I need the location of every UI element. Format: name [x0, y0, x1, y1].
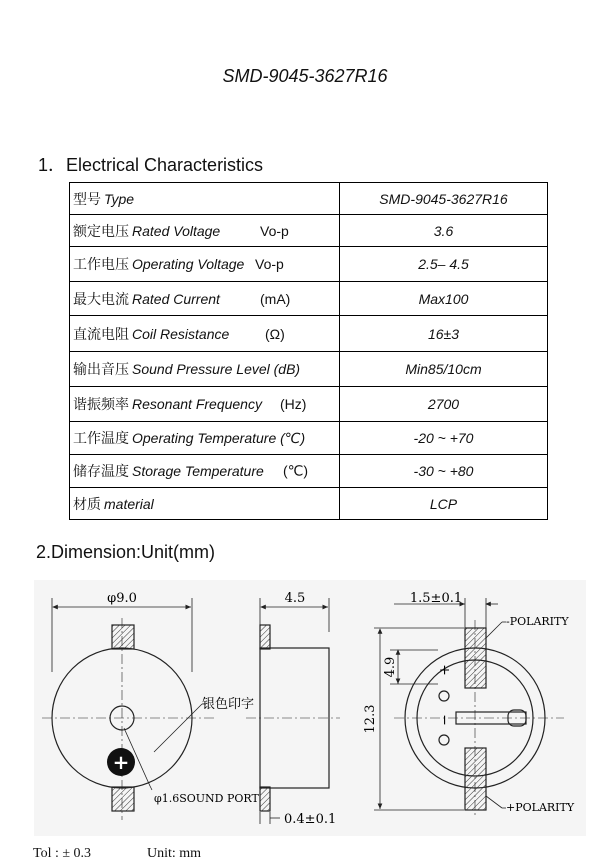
spec-label-en: Operating Voltage: [132, 256, 245, 272]
unit-note: Unit: mm: [147, 846, 202, 861]
spec-row: [70, 352, 548, 387]
tolerance-note: Tol : ± 0.3: [33, 846, 92, 861]
spec-label-cn: 直流电阻: [73, 325, 129, 342]
plus-symbol-end: +: [437, 664, 453, 676]
dim-side-height: 4.9: [383, 656, 398, 678]
spec-label-cell: [70, 352, 340, 387]
spec-label-cn: 输出音压: [73, 361, 129, 377]
dim-diameter: φ9.0: [107, 591, 137, 606]
label-silver-print: 银色印字: [202, 697, 255, 712]
spec-value-cell: Min85/10cm: [340, 352, 548, 387]
spec-row: [70, 387, 548, 422]
spec-label-en: material: [104, 495, 154, 512]
spec-label-en: Type: [104, 190, 135, 207]
spec-label-cell: [70, 247, 340, 282]
spec-value-cell: LCP: [340, 488, 548, 520]
dim-terminal: 0.4±0.1: [284, 812, 337, 827]
spec-label-unit: (Ω): [265, 325, 285, 342]
spec-value-cell: -30 ~ +80: [340, 455, 548, 488]
minus-symbol: −: [437, 714, 453, 726]
bottom-terminal-hatch: [112, 787, 134, 811]
spec-label-cell: [70, 316, 340, 352]
spec-label-unit: Vo-p: [260, 222, 289, 239]
spec-label-cell: [70, 215, 340, 247]
spec-row: [70, 215, 548, 247]
spec-row: [70, 316, 548, 352]
dim-height: 4.5: [284, 591, 306, 606]
section-dimension-title: 2.Dimension:Unit(mm): [36, 542, 216, 562]
spec-label-cell: [70, 488, 340, 520]
spec-row: [70, 183, 548, 215]
document-title: SMD-9045-3627R16: [222, 66, 388, 86]
label-polarity-minus: -POLARITY: [506, 615, 569, 628]
spec-row: [70, 247, 548, 282]
spec-value-cell: SMD-9045-3627R16: [340, 183, 548, 215]
spec-label-en: Resonant Frequency: [132, 396, 262, 412]
label-polarity-plus: +POLARITY: [506, 801, 575, 814]
spec-value-cell: 3.6: [340, 215, 548, 247]
spec-value-cell: 2.5– 4.5: [340, 247, 548, 282]
spec-label-en: Storage Temperature: [132, 463, 264, 479]
spec-label-cell: [70, 183, 340, 215]
spec-label-unit: Vo-p: [255, 256, 284, 272]
top-terminal-hatch: [112, 625, 134, 649]
spec-label-en: Rated Current: [132, 290, 220, 307]
spec-label-cn: 工作电压: [73, 256, 129, 272]
spec-label-cn: 最大电流: [73, 290, 129, 307]
spec-label-en: Coil Resistance: [132, 325, 230, 342]
spec-label-cn: 材质: [73, 495, 101, 512]
dimension-drawing: [34, 580, 586, 836]
spec-label-cell: [70, 387, 340, 422]
spec-label-cn: 型号: [73, 190, 101, 207]
spec-value-cell: 16±3: [340, 316, 548, 352]
spec-label-cell: [70, 282, 340, 316]
spec-value-cell: 2700: [340, 387, 548, 422]
spec-row: [70, 455, 548, 488]
electrical-spec-table: [69, 182, 548, 520]
spec-label-cn: 额定电压: [73, 222, 129, 239]
spec-value-cell: Max100: [340, 282, 548, 316]
spec-label-cn: 谐振频率: [73, 396, 129, 412]
spec-label-cn: 工作温度: [73, 430, 129, 446]
dim-total-length: 12.3: [363, 704, 378, 734]
spec-label-cell: [70, 455, 340, 488]
spec-value-cell: -20 ~ +70: [340, 422, 548, 455]
section-electrical-title: 1．Electrical Characteristics: [38, 155, 264, 175]
spec-row: [70, 422, 548, 455]
spec-label-cn: 储存温度: [73, 463, 129, 479]
spec-label-cell: [70, 422, 340, 455]
spec-row: [70, 282, 548, 316]
spec-label-en: Operating Temperature (℃): [132, 430, 306, 446]
spec-label-unit: (℃): [283, 462, 309, 479]
spec-row: [70, 488, 548, 520]
label-sound-port: φ1.6SOUND PORT: [154, 792, 259, 805]
spec-label-en: Rated Voltage: [132, 222, 221, 239]
spec-label-unit: (Hz): [280, 396, 307, 412]
spec-label-unit: (mA): [260, 290, 291, 307]
dim-side-width: 1.5±0.1: [409, 591, 463, 606]
plus-symbol: +: [112, 750, 130, 774]
spec-label-en: Sound Pressure Level (dB): [132, 361, 301, 377]
